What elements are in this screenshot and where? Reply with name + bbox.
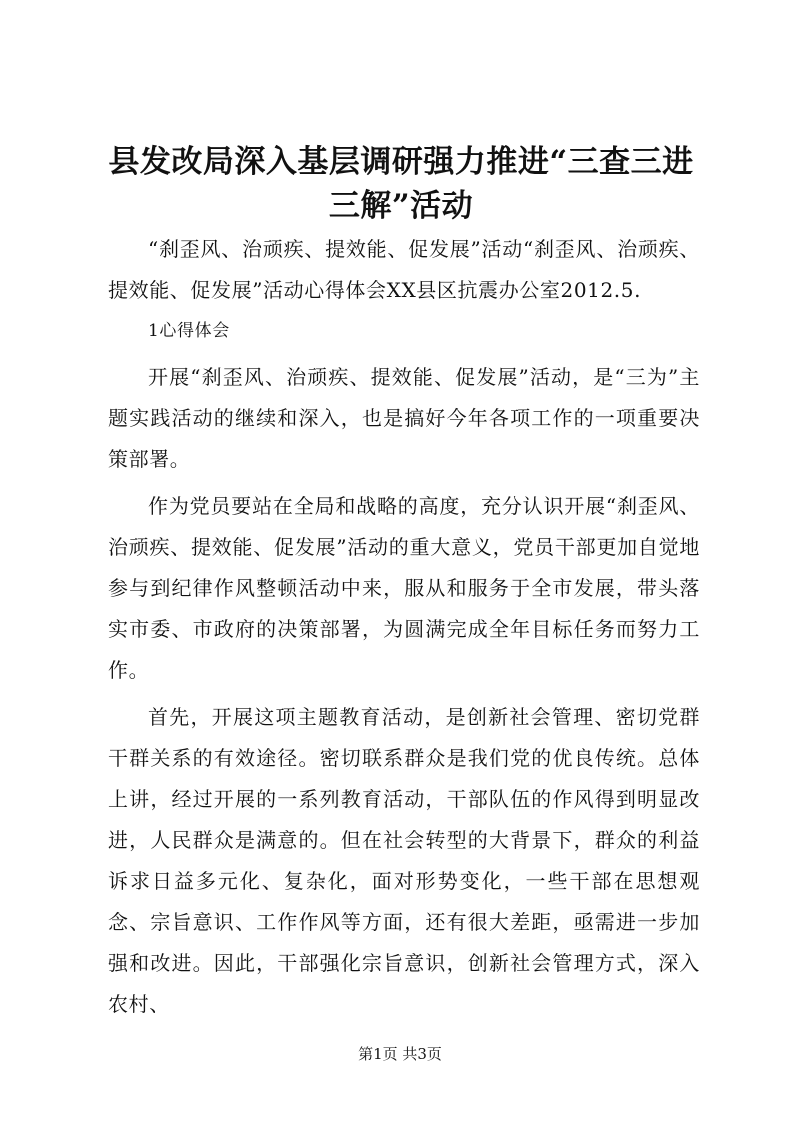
page-number-footer: 第1页 共3页 xyxy=(358,1045,442,1063)
document-body xyxy=(108,229,700,1025)
document-title: 县发改局深入基层调研强力推进“三查三进三解”活动 xyxy=(108,144,694,224)
section-heading: 1心得体会 xyxy=(148,321,230,341)
body-paragraph-2: 作为党员要站在全局和战略的高度，充分认识开展“刹歪风、治顽疾、提效能、促发展”活动的重大意义，党员干部更加自觉地参与到纪律作风整顿活动中来，服从和服务于全市发展，带头落实市委、市政府的决策部署，为圆满完成全年目标任务而努力工作。 xyxy=(108,494,700,682)
intro-paragraph: “刹歪风、治顽疾、提效能、促发展”活动“刹歪风、治顽疾、提效能、促发展”活动心得体会XX县区抗震办公室2012.5. xyxy=(108,237,700,302)
body-paragraph-1: 开展“刹歪风、治顽疾、提效能、促发展”活动，是“三为”主题实践活动的继续和深入，也是搞好今年各项工作的一项重要决策部署。 xyxy=(108,365,700,471)
body-paragraph-3: 首先，开展这项主题教育活动，是创新社会管理、密切党群干群关系的有效途径。密切联系群众是我们党的优良传统。总体上讲，经过开展的一系列教育活动，干部队伍的作风得到明显改进，人民群众是满意的。但在社会转型的大背景下，群众的利益诉求日益多元化、复杂化，面对形势变化，一些干部在思想观念、宗旨意识、工作作风等方面，还有很大差距，亟需进一步加强和改进。因此，干部强化宗旨意识，创新社会管理方式，深入农村、 xyxy=(108,705,700,1016)
